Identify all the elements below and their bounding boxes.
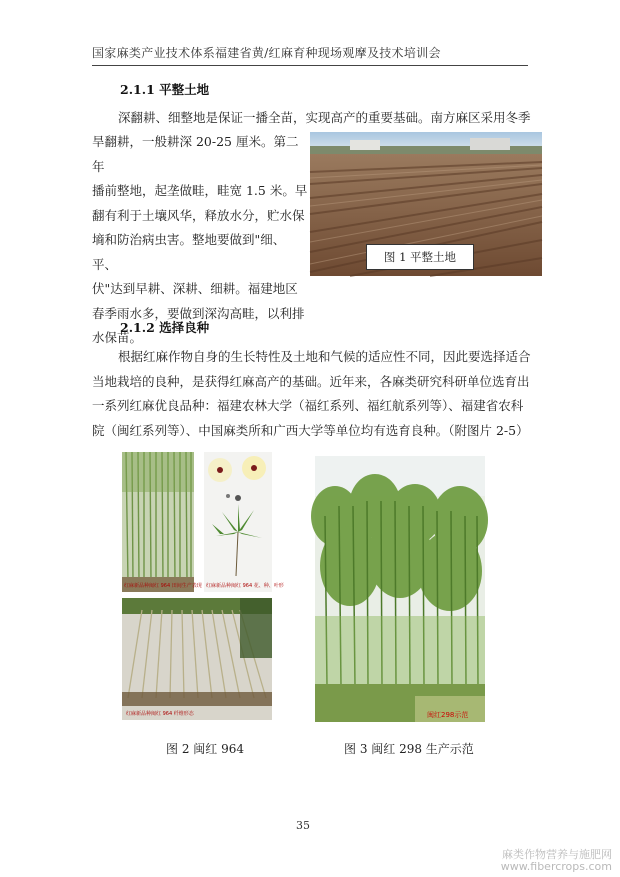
photo-label: 闽红298示范 [427,711,469,719]
fiber-photo [122,598,272,720]
figure-caption: 图 3 闽红 298 生产示范 [344,742,474,756]
field-photo [310,132,542,276]
flower-seed-leaf-image [204,452,272,592]
harvested-stalks-image [122,598,272,720]
section-heading-level-land: 2.1.1 平整土地 [120,82,210,97]
paragraph-line: 当地栽培的良种，是获得红麻高产的基础。近年来，各麻类研究科研单位选育出 [92,373,530,389]
paragraph-line: 根据红麻作物自身的生长特性及土地和气候的适应性不同，因此要选择适合 [118,349,531,364]
photo-label: 红麻新品种闽红 964 花、种、叶形 [206,583,284,589]
paragraph-line: 伏"达到早耕、深耕、细耕。福建地区 [92,281,298,296]
photo-label: 红麻新品种闽红 964 纤维形态 [126,711,194,717]
kenaf-stalks-image [122,452,194,592]
paragraph-line: 院（闽红系列等）、中国麻类所和广西大学等单位均有选育良种。（附图片 2-5） [92,422,529,438]
watermark-text: 麻类作物营养与施肥网 [502,848,612,861]
kenaf-demonstration-field-image [315,456,485,722]
section-heading-select-variety: 2.1.2 选择良种 [120,320,210,335]
demonstration-photo [315,456,485,722]
paragraph-line: 一系列红麻优良品种：福建农林大学（福红系列、福红航系列等）、福建省农科 [92,398,524,413]
paragraph-line: 翻有利于土壤风华，释放水分，贮水保 [92,207,305,223]
paragraph-line: 春季雨水多，要做到深沟高畦，以利排 [92,305,305,321]
paragraph-line: 播前整地，起垄做畦，畦宽 1.5 米。早 [92,183,308,198]
page-number: 35 [296,819,310,832]
running-header: 国家麻类产业技术体系福建省黄/红麻育种现场观摩及技术培训会 [92,44,528,66]
paragraph-line: 深翻耕、细整地是保证一播全苗，实现高产的重要基础。南方麻区采用冬季 [118,110,531,125]
paragraph [92,345,542,443]
figure-caption: 图 1 平整土地 [366,244,474,270]
paragraph-line: 旱翻耕，一般耕深 20-25 厘米。第二年 [92,134,299,174]
flower-leaf-photo [204,452,284,592]
kenaf-field-photo [122,452,202,592]
figure-caption: 图 2 闽红 964 [166,742,244,756]
paragraph-line: 墒和防治病虫害。整地要做到"细、平、 [92,232,286,272]
paragraph-line: 水保苗。 [92,330,143,345]
photo-label: 红麻新品种闽红 964 田间生产表现 [124,583,202,589]
watermark-url: www.fibercrops.com [500,860,612,873]
